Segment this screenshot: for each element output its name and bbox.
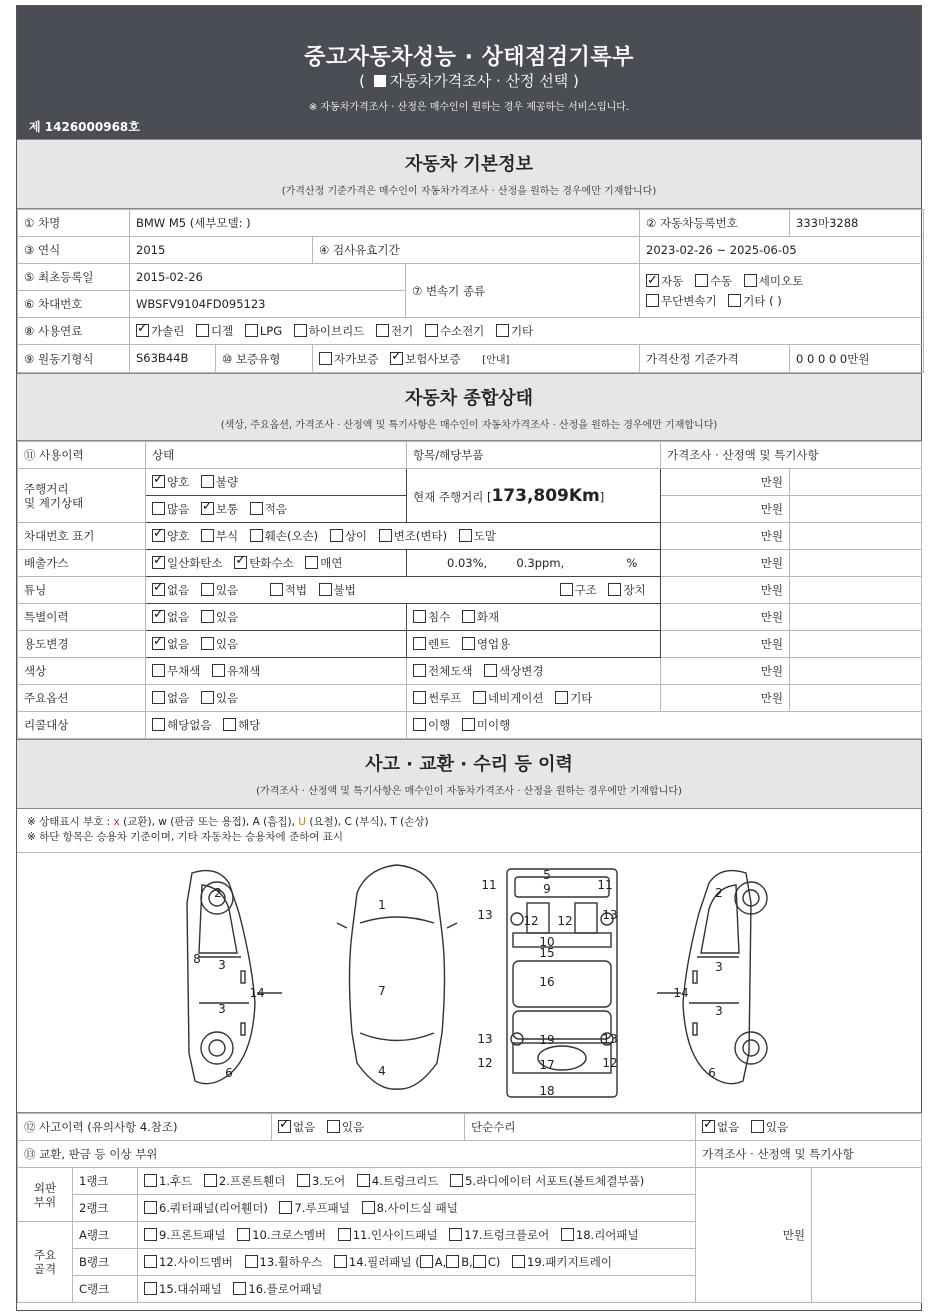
diagram-label: 12 [477, 1056, 493, 1070]
emission-label: 배출가스 [18, 550, 146, 577]
diagram-label: 13 [477, 908, 493, 922]
rent-checkbox[interactable] [413, 637, 426, 650]
option-items: 썬루프 네비게이션 기타 [407, 685, 661, 712]
usage-none-checkbox[interactable] [152, 637, 165, 650]
accident-table [17, 1113, 922, 1303]
mileage-few-checkbox[interactable] [250, 502, 263, 515]
special-state: ✓ 없음 있음 [146, 604, 407, 631]
price-unit: 만원 [661, 577, 790, 604]
reg-no-label: ② 자동차등록번호 [640, 210, 790, 237]
outer-panel-label: 외판 부위 [18, 1168, 73, 1222]
status-legend [17, 809, 921, 853]
diagram-label: 6 [225, 1066, 233, 1080]
tuning-exist-checkbox[interactable] [201, 583, 214, 596]
vin-value: WBSFV9104FD095123 [130, 291, 406, 318]
rank2-items: 6.쿼터패널(리어휀더) 7.루프패널 8.사이드실 패널 [138, 1195, 696, 1222]
price-unit: 만원 [661, 523, 790, 550]
mileage-state: 많음 ✓ 보통 적음 [146, 496, 407, 523]
diagram-label: 5 [543, 868, 551, 882]
fuel-hybrid-checkbox[interactable] [294, 324, 307, 337]
price-note [790, 496, 922, 523]
achromatic-checkbox[interactable] [152, 664, 165, 677]
diagram-label: 9 [543, 882, 551, 896]
service-note: ※ 자동차가격조사 · 산정은 매수인이 원하는 경우 제공하는 서비스입니다. [308, 102, 630, 113]
color-items: 전체도색 색상변경 [407, 658, 661, 685]
col-state: 상태 [146, 442, 407, 469]
price-note [790, 577, 922, 604]
rankB-items: 12.사이드멤버 13.휠하우스 14.필러패널 ( A, B, C) 19.패키지트레이 [138, 1249, 696, 1276]
rank2-label: 2랭크 [73, 1195, 138, 1222]
diagram-label: 11 [481, 878, 497, 892]
part-checkbox[interactable] [144, 1174, 157, 1187]
diagram-label: 3 [715, 960, 723, 974]
fuel-options: ✓ 가솔린 디젤 LPG 하이브리드 전기 수소전기 기타 [130, 318, 924, 345]
tuning-illegal-checkbox[interactable] [319, 583, 332, 596]
navigation-checkbox[interactable] [473, 691, 486, 704]
diagram-label: 12 [557, 914, 573, 928]
vin-damage-checkbox[interactable] [250, 529, 263, 542]
diagram-label: 17 [539, 1058, 555, 1072]
price-unit: 만원 [661, 604, 790, 631]
vin-corrosion-checkbox[interactable] [201, 529, 214, 542]
gauge-good-checkbox[interactable] [152, 475, 165, 488]
car-name-value: BMW M5 (세부모델: ) [130, 210, 640, 237]
inspection-label: ④ 검사유효기간 [313, 237, 640, 264]
section-subtitle: (가격산정 기준가격은 매수인이 자동차가격조사 · 산정을 원하는 경우에만 기재합니다) [281, 186, 657, 197]
year-value: 2015 [130, 237, 313, 264]
warranty-guide-link[interactable]: [안내] [482, 354, 510, 366]
rank1-label: 1랭크 [73, 1168, 138, 1195]
usage-state: ✓ 없음 있음 [146, 631, 407, 658]
chromatic-checkbox[interactable] [212, 664, 225, 677]
trans-manual-checkbox[interactable] [695, 274, 708, 287]
form-title: 중고자동차성능 · 상태점검기록부 [304, 45, 634, 70]
parts-price-unit: 만원 [696, 1168, 812, 1303]
engine-value: S63B44B [130, 345, 216, 372]
price-unit: 만원 [847, 351, 870, 366]
diagram-label: 13 [602, 1032, 618, 1046]
option-state: 없음 있음 [146, 685, 407, 712]
section-subtitle: (가격조사 · 산정액 및 특기사항은 매수인이 자동차가격조사 · 산정을 원하는 경우에만 기재합니다) [256, 786, 682, 797]
col-item: 항목/해당부품 [407, 442, 661, 469]
mileage-many-checkbox[interactable] [152, 502, 165, 515]
price-unit: 만원 [661, 685, 790, 712]
tuning-structure-checkbox[interactable] [560, 583, 573, 596]
diagram-label: 15 [539, 946, 555, 960]
price-unit: 만원 [661, 658, 790, 685]
fuel-lpg-checkbox[interactable] [245, 324, 258, 337]
accident-exist-checkbox[interactable] [327, 1120, 340, 1133]
vin-mark-options: ✓ 양호 부식 훼손(오손) 상이 변조(변타) 도말 [146, 523, 661, 550]
fuel-gasoline-checkbox[interactable] [136, 324, 149, 337]
trans-auto-checkbox[interactable] [646, 274, 659, 287]
warranty-options: 자가보증 ✓ 보험사보증 [안내] [313, 345, 640, 373]
price-note [790, 550, 922, 577]
fire-checkbox[interactable] [462, 610, 475, 623]
diagram-label: 16 [539, 975, 555, 989]
accident-section-header [17, 739, 921, 809]
rank1-items: 1.후드 2.프론트휀더 3.도어 4.트렁크리드 5.라디에이터 서포트(볼트체결부품) [138, 1168, 696, 1195]
price-value: 0 0 0 0 0 [796, 351, 848, 366]
trans-cvt-checkbox[interactable] [646, 294, 659, 307]
price-unit: 만원 [661, 496, 790, 523]
status-table [17, 441, 922, 739]
right-side-car-icon [657, 871, 767, 1084]
year-label: ③ 연식 [18, 237, 130, 264]
diagram-label: 2 [715, 886, 723, 900]
accident-history-options: ✓ 없음 있음 [272, 1114, 465, 1141]
option-exist-checkbox[interactable] [201, 691, 214, 704]
price-note [790, 658, 922, 685]
diagram-label: 3 [715, 1004, 723, 1018]
diagram-label: 11 [597, 878, 613, 892]
fuel-etc-checkbox[interactable] [496, 324, 509, 337]
transmission-options: ✓자동 수동 세미오토 무단변속기 기타 ( ) [640, 264, 924, 318]
option-etc-checkbox[interactable] [555, 691, 568, 704]
part-checkbox[interactable] [357, 1174, 370, 1187]
vin-altered-checkbox[interactable] [379, 529, 392, 542]
inspection-record-form [16, 5, 922, 1311]
color-label: 색상 [18, 658, 146, 685]
basic-info-section-header [17, 139, 921, 209]
record-number: 제 1426000968호 [29, 120, 140, 134]
part-checkbox[interactable] [245, 1255, 258, 1268]
price-label: 가격산정 기준가격 [640, 345, 790, 373]
section-title: 자동차 종합상태 [405, 388, 533, 409]
diagram-label: 2 [214, 886, 222, 900]
section-subtitle: (색상, 주요옵션, 가격조사 · 산정액 및 특기사항은 매수인이 자동차가격조사 · 산정을 원하는 경우에만 기재합니다) [220, 420, 718, 431]
parts-price-note [812, 1168, 922, 1303]
tuning-none-checkbox[interactable] [152, 583, 165, 596]
fuel-hydrogen-checkbox[interactable] [425, 324, 438, 337]
price-service-selection: ( 자동차가격조사 · 산정 선택 ) [359, 72, 579, 90]
fuel-electric-checkbox[interactable] [376, 324, 389, 337]
vin-painted-checkbox[interactable] [459, 529, 472, 542]
vin-mark-label: 차대번호 표기 [18, 523, 146, 550]
usage-items: 렌트 영업용 [407, 631, 661, 658]
section-title: 사고 · 교환 · 수리 등 이력 [365, 754, 573, 775]
rankC-items: 15.대쉬패널 16.플로어패널 [138, 1276, 696, 1303]
tuning-device-checkbox[interactable] [608, 583, 621, 596]
parts-label: ⑬ 교환, 판금 등 이상 부위 [18, 1141, 696, 1168]
tuning-legal-checkbox[interactable] [270, 583, 283, 596]
trans-etc-checkbox[interactable] [728, 294, 741, 307]
rankA-items: 9.프론트패널 10.크로스멤버 11.인사이드패널 17.트렁크플로어 18.리어패널 [138, 1222, 696, 1249]
engine-label: ⑨ 원동기형식 [18, 345, 130, 373]
usage-exist-checkbox[interactable] [201, 637, 214, 650]
part-checkbox[interactable] [279, 1201, 292, 1214]
first-reg-label: ⑤ 최초등록일 [18, 264, 130, 291]
option-none-checkbox[interactable] [152, 691, 165, 704]
diagram-label: 18 [539, 1084, 555, 1098]
col-history: ⑪ 사용이력 [18, 442, 146, 469]
transmission-label: ⑦ 변속기 종류 [406, 264, 640, 318]
recall-none-checkbox[interactable] [152, 718, 165, 731]
color-state: 무채색 유채색 [146, 658, 407, 685]
frame-diagram-icon [507, 869, 617, 1097]
emission-options: ✓ 일산화탄소 ✓ 탄화수소 매연 [146, 550, 407, 577]
price-note [790, 523, 922, 550]
car-name-label: ① 차명 [18, 210, 130, 237]
engine-warranty-cell [130, 345, 313, 373]
part-checkbox[interactable] [334, 1255, 347, 1268]
vin-label: ⑥ 차대번호 [18, 291, 130, 318]
col-price: 가격조사 · 산정액 및 특기사항 [661, 442, 922, 469]
status-section-header [17, 373, 921, 441]
car-parts-diagram [17, 853, 921, 1113]
part-checkbox[interactable] [449, 1228, 462, 1241]
part-checkbox[interactable] [450, 1174, 463, 1187]
mileage-label: 주행거리 및 계기상태 [18, 469, 146, 523]
price-note [790, 631, 922, 658]
part-checkbox[interactable] [144, 1201, 157, 1214]
recall-label: 리콜대상 [18, 712, 146, 739]
diagram-label: 4 [378, 1064, 386, 1078]
form-header [17, 6, 921, 139]
part-checkbox[interactable] [362, 1201, 375, 1214]
mileage-text: 현재 주행거리 [ [413, 489, 492, 504]
parts-price-label: 가격조사 · 산정액 및 특기사항 [696, 1141, 922, 1168]
part-checkbox[interactable] [204, 1174, 217, 1187]
emission-hc-checkbox[interactable] [234, 556, 247, 569]
warranty-self-checkbox[interactable] [319, 352, 332, 365]
gauge-state: ✓양호 불량 [146, 469, 407, 496]
diagram-label: 12 [602, 1056, 618, 1070]
recall-items: 이행 미이행 [407, 712, 922, 739]
part-checkbox[interactable] [237, 1228, 250, 1241]
special-items: 침수 화재 [407, 604, 661, 631]
tuning-label: 튜닝 [18, 577, 146, 604]
frame-label: 주요 골격 [18, 1222, 73, 1303]
price-note [790, 685, 922, 712]
color-change-checkbox[interactable] [484, 664, 497, 677]
part-checkbox[interactable] [561, 1228, 574, 1241]
flood-checkbox[interactable] [413, 610, 426, 623]
part-checkbox[interactable] [144, 1255, 157, 1268]
warranty-insurance-checkbox[interactable] [390, 352, 403, 365]
vin-different-checkbox[interactable] [330, 529, 343, 542]
trans-semi-checkbox[interactable] [744, 274, 757, 287]
emission-smoke-checkbox[interactable] [305, 556, 318, 569]
usage-label: 용도변경 [18, 631, 146, 658]
recall-not-checkbox[interactable] [462, 718, 475, 731]
fuel-label: ⑧ 사용연료 [18, 318, 130, 345]
part-checkbox[interactable] [338, 1228, 351, 1241]
diagram-label: 8 [193, 952, 201, 966]
diagram-label: 14 [673, 986, 689, 1000]
diagram-label: 14 [249, 986, 265, 1000]
top-view-car-icon [337, 865, 457, 1089]
mileage-cell [407, 469, 661, 523]
car-diagram [17, 853, 921, 1113]
part-checkbox[interactable] [512, 1255, 525, 1268]
fuel-diesel-checkbox[interactable] [196, 324, 209, 337]
diagram-label: 13 [477, 1032, 493, 1046]
emission-co-checkbox[interactable] [152, 556, 165, 569]
diagram-label: 10 [539, 935, 555, 949]
legend-line-1: ※ 상태표시 부호 : x (교환), w (판금 또는 용접), A (흠집), U (요철), C (부식), T (손상) [27, 816, 429, 828]
price-note [790, 469, 922, 496]
price-unit: 만원 [661, 631, 790, 658]
emission-values: 0.03%, 0.3ppm, % [407, 550, 661, 577]
warranty-label: ⑩ 보증유형 [222, 351, 281, 366]
part-checkbox[interactable] [144, 1228, 157, 1241]
sunroof-checkbox[interactable] [413, 691, 426, 704]
price-unit: 만원 [661, 469, 790, 496]
price-note [790, 604, 922, 631]
price-value-cell [790, 345, 924, 373]
part-checkbox[interactable] [233, 1282, 246, 1295]
option-label: 주요옵션 [18, 685, 146, 712]
first-reg-value: 2015-02-26 [130, 264, 406, 291]
diagram-label: 12 [523, 914, 539, 928]
diagram-label: 13 [602, 908, 618, 922]
business-checkbox[interactable] [462, 637, 475, 650]
pillar-a-checkbox[interactable] [420, 1255, 433, 1268]
gauge-bad-checkbox[interactable] [201, 475, 214, 488]
diagram-label: 6 [708, 1066, 716, 1080]
vin-good-checkbox[interactable] [152, 529, 165, 542]
mileage-close: ] [599, 489, 605, 504]
recall-yes-checkbox[interactable] [223, 718, 236, 731]
recall-state: 해당없음 해당 [146, 712, 407, 739]
full-paint-checkbox[interactable] [413, 664, 426, 677]
simple-repair-options: ✓ 없음 있음 [696, 1114, 922, 1141]
repair-none-checkbox[interactable] [702, 1120, 715, 1133]
basic-info-table [17, 209, 924, 373]
diagram-label: 1 [378, 898, 386, 912]
rankB-label: B랭크 [73, 1249, 138, 1276]
price-unit: 만원 [661, 550, 790, 577]
special-exist-checkbox[interactable] [201, 610, 214, 623]
diagram-label: 3 [218, 958, 226, 972]
rankC-label: C랭크 [73, 1276, 138, 1303]
diagram-label: 7 [378, 984, 386, 998]
rankA-label: A랭크 [73, 1222, 138, 1249]
reg-no-value: 333마3288 [790, 210, 924, 237]
left-side-car-icon [187, 871, 282, 1084]
repair-exist-checkbox[interactable] [751, 1120, 764, 1133]
recall-done-checkbox[interactable] [413, 718, 426, 731]
accident-history-label: ⑫ 사고이력 (유의사항 4.참조) [18, 1114, 272, 1141]
diagram-label: 19 [539, 1033, 555, 1047]
legend-line-2: ※ 하단 항목은 승용차 기준이며, 기타 자동차는 승용차에 준하여 표시 [27, 831, 344, 843]
mileage-normal-checkbox[interactable] [201, 502, 214, 515]
pillar-b-checkbox[interactable] [446, 1255, 459, 1268]
selected-checkbox-icon [374, 75, 386, 87]
section-title: 자동차 기본정보 [405, 154, 533, 175]
part-checkbox[interactable] [144, 1282, 157, 1295]
simple-repair-label: 단순수리 [465, 1114, 696, 1141]
inspection-value: 2023-02-26 ~ 2025-06-05 [640, 237, 924, 264]
special-none-checkbox[interactable] [152, 610, 165, 623]
pillar-c-checkbox[interactable] [473, 1255, 486, 1268]
special-label: 특별이력 [18, 604, 146, 631]
part-checkbox[interactable] [297, 1174, 310, 1187]
tuning-options: ✓ 없음 있음 적법 불법 구조 장치 [146, 577, 661, 604]
accident-none-checkbox[interactable] [278, 1120, 291, 1133]
mileage-value: 173,809Km [491, 485, 600, 506]
diagram-label: 3 [218, 1002, 226, 1016]
